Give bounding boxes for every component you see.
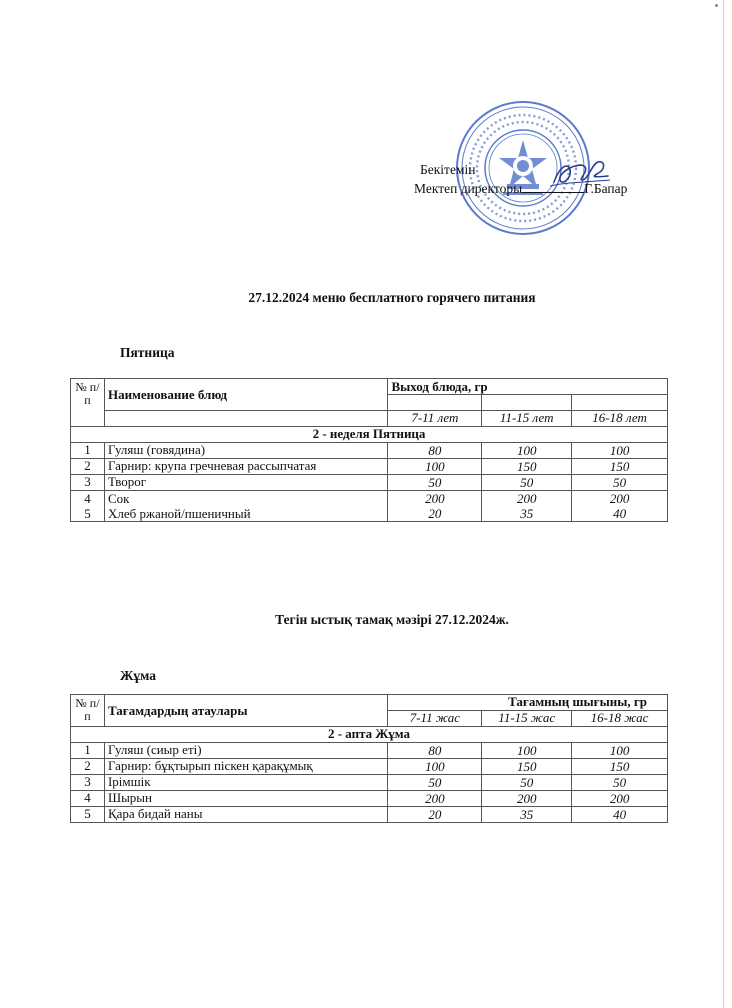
table-row — [71, 791, 668, 807]
portion-value: 80 — [388, 743, 482, 759]
week-label: 2 - апта Жұма — [71, 727, 668, 743]
table-row — [71, 443, 668, 459]
portion-value: 100 — [388, 459, 482, 475]
table-row — [71, 743, 668, 759]
row-num: 3 — [71, 775, 105, 791]
empty-cell — [388, 395, 482, 411]
day-label-ru: Пятница — [120, 345, 175, 360]
portion-value: 200 — [388, 791, 482, 807]
age-header: 11-15 лет — [482, 411, 572, 427]
portion-value: 150 — [572, 459, 668, 475]
portion-value: 100 — [572, 443, 668, 459]
row-num: 5 — [71, 807, 105, 823]
col-header-output: Тағамның шығыны, гр — [388, 695, 668, 711]
director-label: Мектеп директоры — [414, 181, 523, 196]
dish-name: Творог — [104, 475, 388, 491]
col-header-output: Выход блюда, гр — [388, 379, 668, 395]
scan-dot — [715, 4, 718, 7]
empty-cell — [104, 411, 388, 427]
menu-title-ru: 27.12.2024 меню бесплатного горячего питания — [248, 290, 536, 305]
row-num: 2 — [71, 759, 105, 775]
director-name: Г.Бапар — [584, 181, 628, 196]
row-num: 2 — [71, 459, 105, 475]
menu-table-ru — [70, 378, 668, 522]
menu-title-kz: Тегін ыстық тамақ мәзірі 27.12.2024ж. — [275, 612, 509, 627]
signature-line — [522, 182, 584, 193]
dish-name: Сок — [107, 491, 130, 506]
portion-value: 50 — [482, 475, 572, 491]
dish-name: Гарнир: бұқтырып піскен қарақұмық — [104, 759, 388, 775]
scan-edge — [723, 0, 724, 1008]
empty-cell — [572, 395, 668, 411]
col-header-num: № п/п — [71, 695, 105, 727]
portion-value: 200 — [572, 791, 668, 807]
dish-name: Гуляш (говядина) — [104, 443, 388, 459]
portion-value: 20 — [428, 506, 442, 521]
day-label-kz: Жұма — [120, 668, 156, 683]
approval-block — [414, 160, 627, 198]
row-num: 3 — [71, 475, 105, 491]
portion-value: 50 — [388, 775, 482, 791]
table-row — [71, 775, 668, 791]
dish-name: Гуляш (сиыр еті) — [104, 743, 388, 759]
table-row — [71, 759, 668, 775]
table-row — [71, 807, 668, 823]
dish-name: Қара бидай наны — [104, 807, 388, 823]
approval-line: Бекітемін — [420, 162, 476, 177]
empty-cell — [482, 395, 572, 411]
table-row — [71, 475, 668, 491]
col-header-name: Наименование блюд — [104, 379, 388, 411]
table-row — [71, 459, 668, 475]
portion-value: 50 — [482, 775, 572, 791]
portion-value: 100 — [572, 743, 668, 759]
menu-table-kz — [70, 694, 668, 823]
row-num: 1 — [71, 743, 105, 759]
dish-name: Шырын — [104, 791, 388, 807]
week-label: 2 - неделя Пятница — [71, 427, 668, 443]
row-num: 5 — [84, 506, 91, 521]
row-num: 1 — [71, 443, 105, 459]
col-header-name: Тағамдардың атаулары — [104, 695, 388, 727]
portion-value: 40 — [613, 506, 627, 521]
portion-value: 200 — [425, 491, 445, 506]
age-header: 16-18 жас — [572, 711, 668, 727]
portion-value: 100 — [388, 759, 482, 775]
portion-value: 35 — [520, 506, 534, 521]
portion-value: 150 — [482, 459, 572, 475]
portion-value: 20 — [388, 807, 482, 823]
age-header: 11-15 жас — [482, 711, 572, 727]
portion-value: 200 — [609, 491, 630, 506]
portion-value: 40 — [572, 807, 668, 823]
portion-value: 200 — [482, 791, 572, 807]
col-header-num: № п/п — [71, 379, 105, 427]
dish-name: Ірімшік — [104, 775, 388, 791]
age-header: 7-11 жас — [388, 711, 482, 727]
portion-value: 80 — [388, 443, 482, 459]
portion-value: 100 — [482, 443, 572, 459]
portion-value: 50 — [572, 775, 668, 791]
portion-value: 200 — [516, 491, 537, 506]
age-header: 16-18 лет — [572, 411, 668, 427]
portion-value: 150 — [482, 759, 572, 775]
dish-name: Гарнир: крупа гречневая рассыпчатая — [104, 459, 388, 475]
row-num: 4 — [84, 491, 91, 506]
table-row — [71, 491, 668, 522]
portion-value: 50 — [388, 475, 482, 491]
row-num: 4 — [71, 791, 105, 807]
portion-value: 35 — [482, 807, 572, 823]
dish-name: Хлеб ржаной/пшеничный — [107, 506, 251, 521]
age-header: 7-11 лет — [388, 411, 482, 427]
portion-value: 100 — [482, 743, 572, 759]
portion-value: 150 — [572, 759, 668, 775]
portion-value: 50 — [572, 475, 668, 491]
